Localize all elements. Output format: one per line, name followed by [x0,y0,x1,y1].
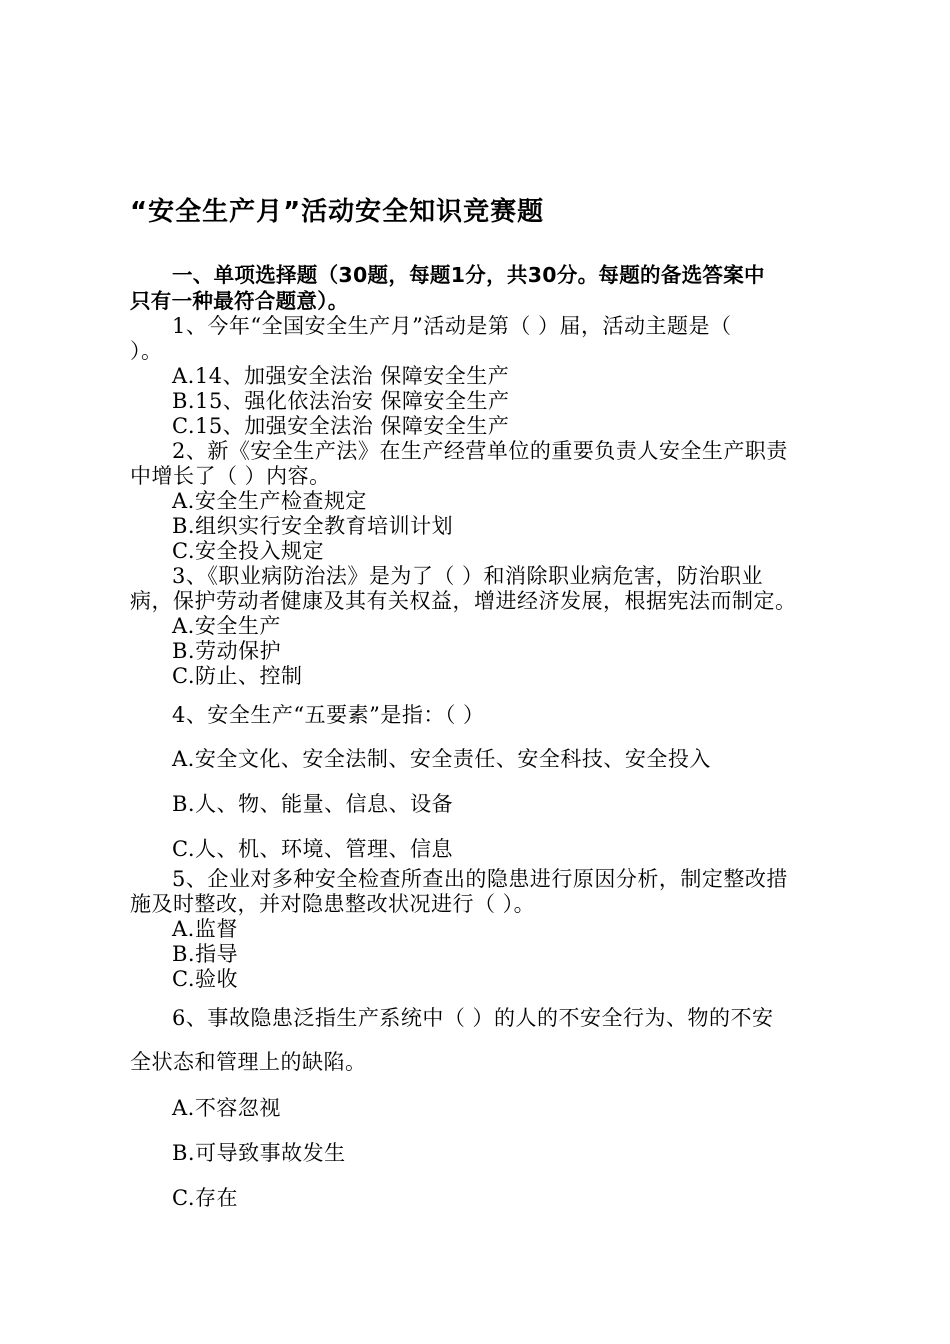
question-5-stem-line-2: 施及时整改，并对隐患整改状况进行（ ）。 [130,892,536,916]
question-4-option-c: C.人、机、环境、管理、信息 [172,837,453,861]
question-6-stem-line-1: 6、事故隐患泛指生产系统中（ ）的人的不安全行为、物的不安 [172,1006,774,1030]
question-1-option-a: A.14、加强安全法治 保障安全生产 [172,364,510,388]
question-1-option-c: C.15、加强安全法治 保障安全生产 [172,414,510,438]
question-5-option-c: C.验收 [172,967,238,991]
question-3-option-a: A.安全生产 [172,614,281,638]
question-4-option-a: A.安全文化、安全法制、安全责任、安全科技、安全投入 [172,747,711,771]
section-heading-line-1: 一、单项选择题（30题，每题1分，共30分。每题的备选答案中 [172,263,765,287]
question-6-option-b: B.可导致事故发生 [172,1141,346,1165]
document-title: “安全生产月”活动安全知识竞赛题 [130,197,545,227]
question-2-option-b: B.组织实行安全教育培训计划 [172,514,454,538]
question-6-stem-line-2: 全状态和管理上的缺陷。 [130,1050,367,1074]
question-2-stem-line-2: 中增长了（ ）内容。 [130,464,331,488]
question-5-stem-line-1: 5、企业对多种安全检查所查出的隐患进行原因分析，制定整改措 [172,867,788,891]
question-6-option-a: A.不容忽视 [172,1096,281,1120]
question-6-option-c: C.存在 [172,1186,238,1210]
question-2-option-c: C.安全投入规定 [172,539,324,563]
question-3-stem-line-1: 3、《职业病防治法》是为了（ ）和消除职业病危害，防治职业 [172,564,764,588]
question-3-option-c: C.防止、控制 [172,664,303,688]
section-heading-line-2: 只有一种最符合题意）。 [130,289,349,313]
question-4-stem: 4、安全生产“五要素”是指：（ ） [172,703,485,727]
question-5-option-b: B.指导 [172,942,239,966]
question-2-option-a: A.安全生产检查规定 [172,489,367,513]
question-2-stem-line-1: 2、新《安全生产法》在生产经营单位的重要负责人安全生产职责 [172,439,788,463]
question-5-option-a: A.监督 [172,917,238,941]
question-3-option-b: B.劳动保护 [172,639,282,663]
question-3-stem-line-2: 病，保护劳动者健康及其有关权益，增进经济发展，根据宪法而制定。 [130,589,797,613]
question-1-option-b: B.15、强化依法治安 保障安全生产 [172,389,510,413]
question-1-stem-line-1: 1、今年“全国安全生产月”活动是第（ ）届，活动主题是（ [172,314,732,338]
question-1-stem-line-2: ）。 [130,339,163,363]
question-4-option-b: B.人、物、能量、信息、设备 [172,792,454,816]
